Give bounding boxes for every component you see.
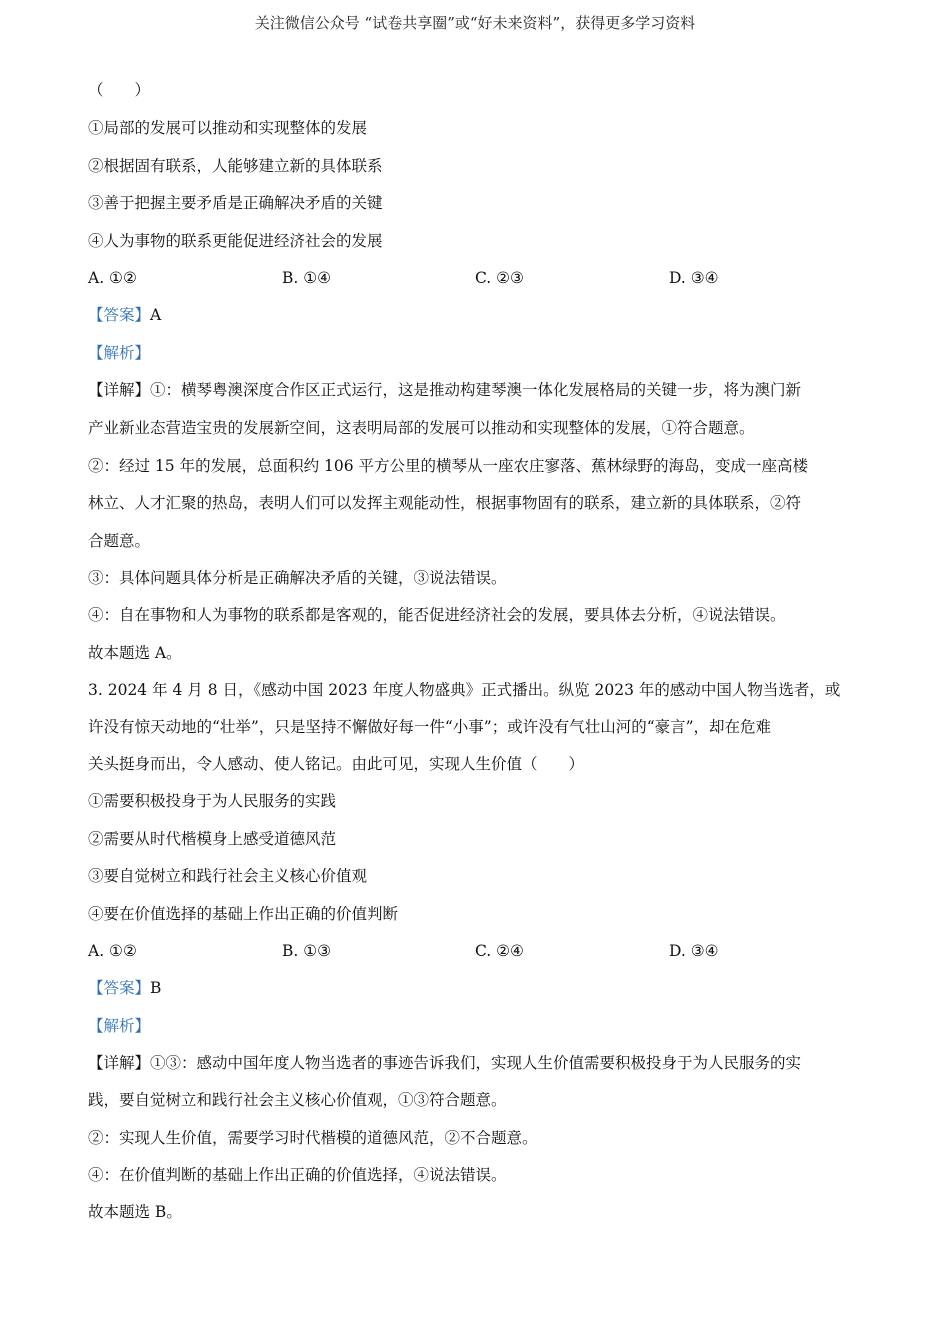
- q2-conclusion: 故本题选 A。: [88, 644, 182, 662]
- q3-option-c: C. ②④: [475, 942, 524, 960]
- q3-stem-1: 3. 2024 年 4 月 8 日，《感动中国 2023 年度人物盛典》正式播出。纵览 2023 年的感动中国人物当选者，或: [88, 681, 841, 699]
- q3-analysis-tag: 【解析】: [88, 1017, 151, 1035]
- q3-item-4: ④要在价值选择的基础上作出正确的价值判断: [88, 905, 399, 923]
- q2-detail-4: 林立、人才汇聚的热岛，表明人们可以发挥主观能动性，根据事物固有的联系，建立新的具体联系，②符: [88, 494, 802, 512]
- q3-option-b: B. ①③: [282, 942, 332, 960]
- q3-detail-4: ④：在价值判断的基础上作出正确的价值选择，④说法错误。: [88, 1166, 507, 1184]
- q2-detail-text-1: ①：横琴粤澳深度合作区正式运行，这是推动构建琴澳一体化发展格局的关键一步，将为澳门新: [150, 381, 802, 399]
- q2-detail-3: ②：经过 15 年的发展，总面积约 106 平方公里的横琴从一座农庄寥落、蕉林绿野的海岛，变成一座高楼: [88, 457, 809, 475]
- q3-detail-text-1: ①③：感动中国年度人物当选者的事迹告诉我们，实现人生价值需要积极投身于为人民服务的实: [150, 1054, 802, 1072]
- q3-answer-value: B: [150, 979, 162, 997]
- q2-detail-tag: 【详解】: [88, 381, 151, 399]
- q3-item-3: ③要自觉树立和践行社会主义核心价值观: [88, 867, 368, 885]
- q3-item-2: ②需要从时代楷模身上感受道德风范: [88, 830, 337, 848]
- q2-item-4: ④人为事物的联系更能促进经济社会的发展: [88, 232, 383, 250]
- q2-item-2: ②根据固有联系，人能够建立新的具体联系: [88, 157, 383, 175]
- q2-item-1: ①局部的发展可以推动和实现整体的发展: [88, 119, 368, 137]
- q2-item-3: ③善于把握主要矛盾是正确解决矛盾的关键: [88, 194, 383, 212]
- q2-detail-7: ④：自在事物和人为事物的联系都是客观的，能否促进经济社会的发展，要具体去分析，④说法错误。: [88, 606, 786, 624]
- q3-conclusion: 故本题选 B。: [88, 1203, 182, 1221]
- q3-detail-tag: 【详解】: [88, 1054, 151, 1072]
- q3-answer-tag: 【答案】: [88, 979, 151, 997]
- q2-answer: [88, 305, 878, 325]
- q2-answer-tag: 【答案】: [88, 306, 151, 324]
- q2-option-b: B. ①④: [282, 269, 332, 287]
- q2-option-d: D. ③④: [669, 269, 719, 287]
- q2-detail-5: 合题意。: [88, 532, 151, 550]
- q2-stem-tail: （ ）: [88, 81, 151, 99]
- q2-option-c: C. ②③: [475, 269, 524, 287]
- q2-detail-2: 产业新业态营造宝贵的发展新空间，这表明局部的发展可以推动和实现整体的发展，①符合题意。: [88, 419, 755, 437]
- page-header: 关注微信公众号 “试卷共享圈”或“好未来资料”，获得更多学习资料: [254, 14, 696, 32]
- q3-detail-2: 践，要自觉树立和践行社会主义核心价值观，①③符合题意。: [88, 1091, 507, 1109]
- q3-detail-3: ②：实现人生价值，需要学习时代楷模的道德风范，②不合题意。: [88, 1129, 538, 1147]
- q3-option-a: A. ①②: [88, 942, 137, 960]
- q2-analysis-heading: [88, 343, 878, 363]
- q2-answer-value: A: [150, 306, 162, 324]
- q2-detail-6: ③：具体问题具体分析是正确解决矛盾的关键，③说法错误。: [88, 569, 507, 587]
- q3-stem-3: 关头挺身而出，令人感动、使人铭记。由此可见，实现人生价值（ ）: [88, 755, 585, 773]
- q3-option-d: D. ③④: [669, 942, 719, 960]
- q3-analysis-heading: [88, 1016, 878, 1036]
- q3-detail-1: [88, 1053, 878, 1073]
- q2-detail-1: [88, 380, 878, 400]
- q3-stem-2: 许没有惊天动地的“壮举”，只是坚持不懈做好每一件“小事”；或许没有气壮山河的“豪言”，却在危难: [88, 718, 772, 736]
- q3-answer: [88, 978, 878, 998]
- q2-analysis-tag: 【解析】: [88, 344, 151, 362]
- q3-item-1: ①需要积极投身于为人民服务的实践: [88, 792, 337, 810]
- q2-option-a: A. ①②: [88, 269, 137, 287]
